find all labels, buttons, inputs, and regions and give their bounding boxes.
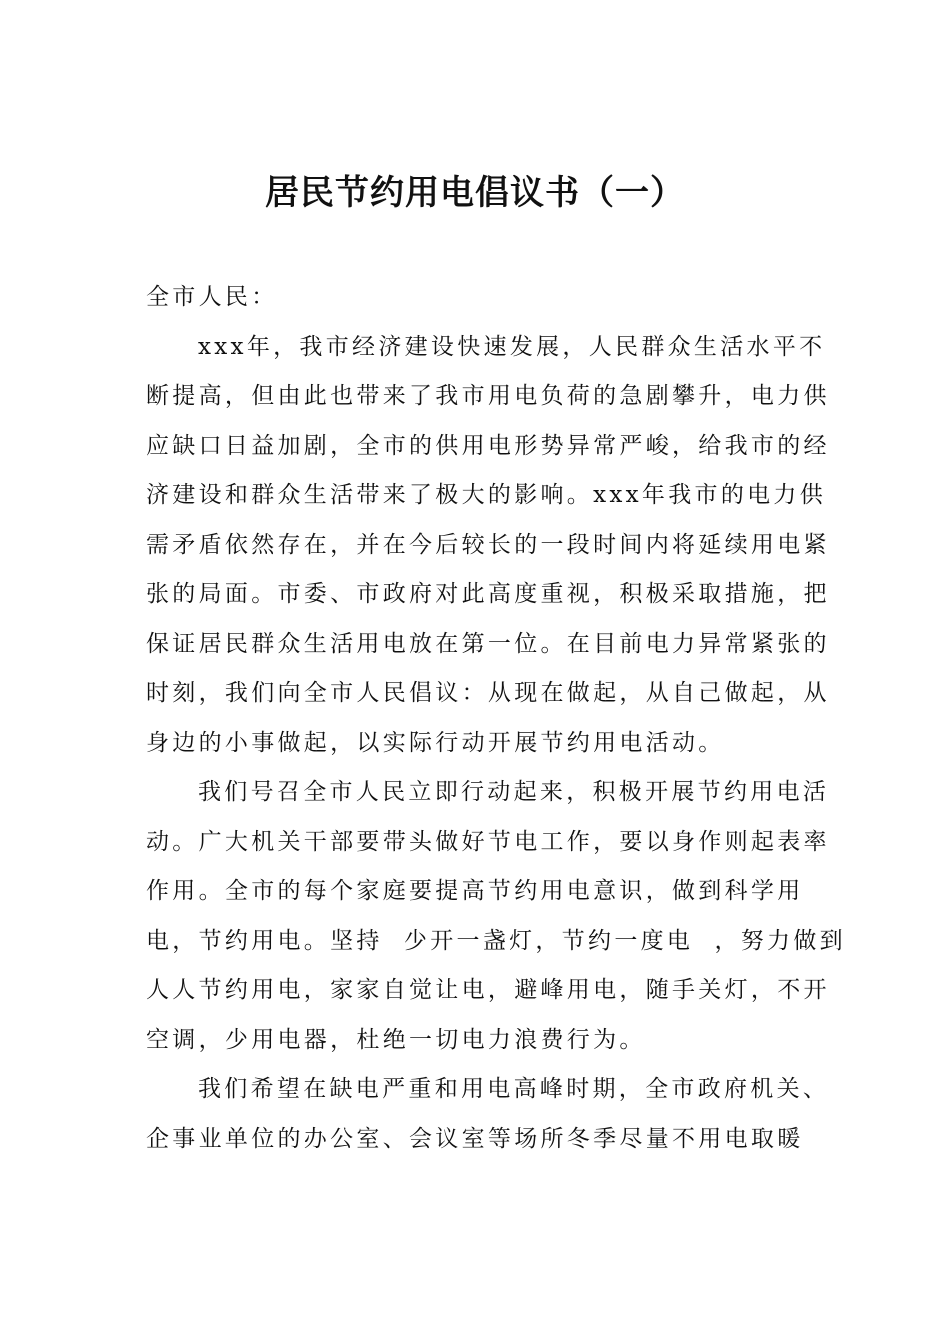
paragraph-2: 我们号召全市人民立即行动起来，积极开展节约用电活动。广大机关干部要带头做好节电工作，要以身作则起表率作用。全市的每个家庭要提高节约用电意识，做到科学用电，节约用电。坚持 少开一盏灯，节约一度电 ，努力做到人人节约用电，家家自觉让电，避峰用电，随手关灯，不开空调，少用电器，杜绝一切电力浪费行为。: [146, 779, 846, 1053]
document-title: 居民节约用电倡议书（一）: [265, 173, 685, 213]
salutation: 全市人民：: [146, 284, 278, 310]
paragraph-3: 我们希望在缺电严重和用电高峰时期，全市政府机关、企事业单位的办公室、会议室等场所冬季尽量不用电取暖: [146, 1076, 830, 1152]
paragraph-1: xxx年，我市经济建设快速发展，人民群众生活水平不断提高，但由此也带来了我市用电负荷的急剧攀升，电力供应缺口日益加剧，全市的供用电形势异常严峻，给我市的经济建设和群众生活带来了极大的影响。xxx年我市的电力供需矛盾依然存在，并在今后较长的一段时间内将延续用电紧张的局面。市委、市政府对此高度重视，积极采取措施，把保证居民群众生活用电放在第一位。在目前电力异常紧张的时刻，我们向全市人民倡议：从现在做起，从自己做起，从身边的小事做起，以实际行动开展节约用电活动。: [146, 333, 830, 756]
document-body: [146, 273, 846, 1164]
